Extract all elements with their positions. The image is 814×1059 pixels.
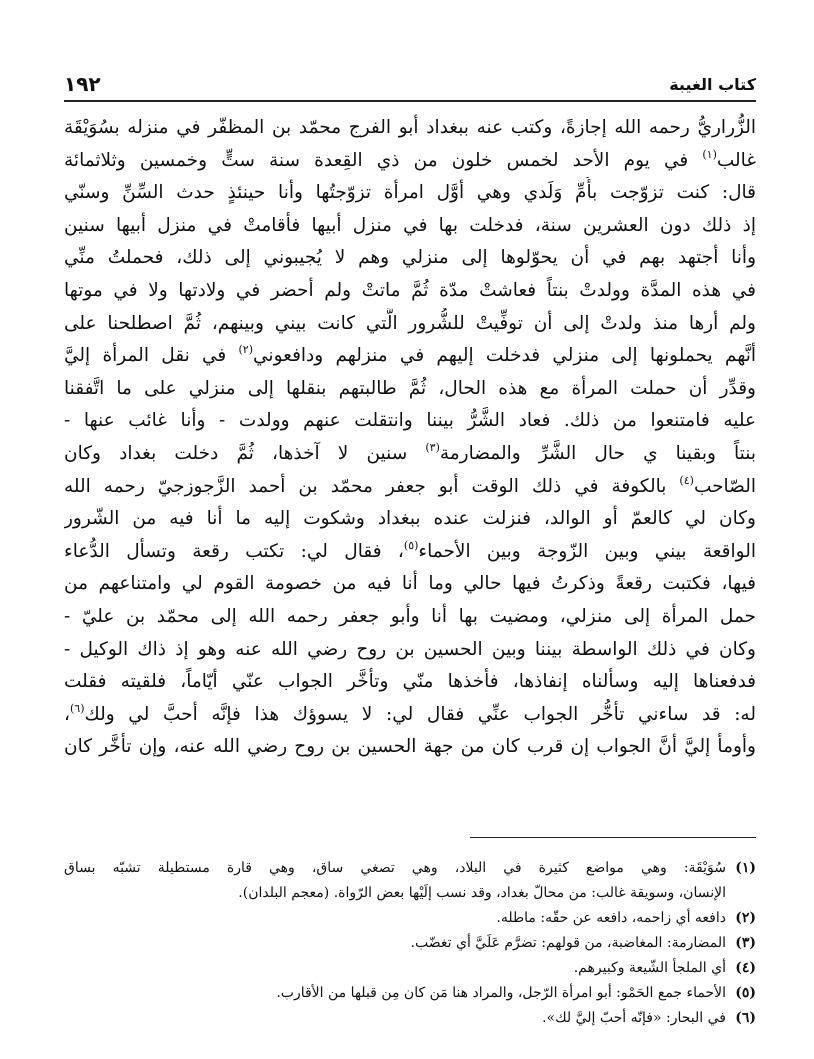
main-text [64, 112, 756, 764]
text-segment: وأنا أجتهد بهم في أن يحوّلوها إلى منزلي وهم لا يُجيبوني إلى ذلك، فحملتُ منِّي [64, 247, 756, 269]
text-segment: سنين لا آخذها، ثُمَّ دخلت بغداد وكان [64, 442, 426, 464]
footnote-marker: (١) [702, 147, 717, 161]
footnote-text: المضارمة: المغاضبة، من قولهم: تضرَّم عَلَيَّ أي تغضّب. [410, 935, 726, 951]
text-segment: أنَّهم يحملونها إلى منزلي فدخلت إليهم في منزلهم ودافعوني [253, 345, 756, 367]
running-title: كتاب الغيبة [669, 75, 756, 94]
text-segment: في نقل المرأة إليَّ [64, 345, 239, 367]
text-segment: بنتاً وبقينا ي حال الشَّرِّ والمضارمة [439, 442, 756, 464]
text-line [64, 275, 756, 308]
text-segment: الزُّراريُّ رحمه الله إجازةً، وكتب عنه ببغداد أبو الفرج محمّد بن المظفّر في منزله بسُوَيْقَة [64, 117, 756, 138]
footnote [64, 881, 756, 906]
page-number: ١٩٢ [64, 72, 101, 96]
text-line [64, 145, 756, 178]
text-line [64, 210, 756, 243]
footnote-text: أي الملجأ الشّيعة وكبيرهم. [573, 960, 726, 976]
text-line [64, 601, 756, 634]
text-line [64, 112, 756, 145]
text-line [64, 699, 756, 732]
text-line [64, 731, 756, 764]
text-line [64, 503, 756, 536]
text-segment: غالب [716, 149, 756, 171]
footnote [64, 1006, 756, 1031]
text-segment: وأومأ إليَّ أنَّ الجواب إن قرب كان من جهة الحسين بن روح رضي الله عنه، وإن تأخَّر كان [64, 736, 756, 758]
footnote-text: سُوَيْقَة: وهي مواضع كثيرة في البلاد، وهي تصغي ساق، وهي قارة مستطيلة تشبّه بساق [64, 860, 726, 876]
text-line [64, 568, 756, 601]
footnote-number: (٦) [735, 1010, 756, 1026]
text-segment: ، فقال لي: تكتب رقعة وتسأل الدُّعاء [64, 540, 404, 562]
footnotes [64, 856, 756, 1031]
text-line [64, 373, 756, 406]
footnote-marker: (٥) [403, 538, 419, 552]
footnote-marker: (٤) [679, 473, 694, 487]
footnote-marker: (٦) [69, 701, 85, 715]
text-line [64, 634, 756, 667]
footnote-text: دافعه أي زاحمه، دافعه عن حقّه: ماطله. [496, 910, 726, 926]
text-segment: بالكوفة في ذلك الوقت أبو جعفر محمّد بن أحمد الزَّجوزجيّ رحمه الله [64, 475, 680, 497]
footnote-number: (٥) [735, 985, 756, 1001]
text-segment: فيها، فكتبت رقعةً وذكرتُ فيها حالي وما أنا فيه من خصومة القوم لي وامتناعهم من [64, 573, 756, 595]
footnote-divider [470, 837, 756, 838]
text-line [64, 438, 756, 471]
page-header [64, 66, 756, 102]
text-line [64, 340, 756, 373]
text-line [64, 536, 756, 569]
text-segment: إذ ذلك دون العشرين سنة، فدخلت بها في منزل أبيها فأقامتْ في منزل أبيها سنين [64, 214, 756, 236]
text-segment: عليه فامتنعوا من ذلك. فعاد الشَّرُّ بيننا وانتقلت عنهم وولدت - وأنا غائب عنها - [64, 410, 756, 432]
text-segment: وكان لي كالعمّ أو الوالد، فنزلت عنده ببغداد وشكوت إليه ما أنا فيه من الشّرور [64, 508, 756, 530]
text-segment: حمل المرأة إلى منزلي، ومضيت بها أنا وأبو جعفر رحمه الله إلى محمّد بن عليّ - [64, 605, 756, 627]
footnote [64, 856, 756, 881]
footnote-number: (١) [735, 860, 756, 876]
footnote-number: (٣) [735, 935, 756, 951]
text-line [64, 308, 756, 341]
text-line [64, 471, 756, 504]
text-segment: فدفعناها إليه وسألناه إنفاذها، فأخذها منّي وتأخَّر الجواب عنّي أيّاماً، فلقيته فقلت [64, 671, 756, 693]
footnote-marker: (٢) [238, 343, 254, 357]
footnote-number: (٢) [735, 910, 756, 926]
footnote [64, 956, 756, 981]
text-segment: الواقعة بيني وبين الزّوجة وبين الأحماء [418, 540, 756, 562]
footnote [64, 981, 756, 1006]
text-line [64, 177, 756, 210]
footnote [64, 906, 756, 931]
text-segment: ، [64, 703, 70, 725]
text-segment: في يوم الأحد لخمس خلون من ذي القِعدة سنة ستٍّ وخمسين وثلاثمائة [64, 149, 703, 171]
text-line [64, 405, 756, 438]
text-segment: وقدِّر أن حملت المرأة مع هذه الحال، ثُمَّ طالبتهم بنقلها إلى منزلي على ما اتَّفقنا [64, 377, 756, 399]
footnote-text: الإنسان، وسويقة غالب: من محالّ بغداد، وقد نسب إلَيْها بعض الرّواة. (معجم البلدان). [238, 885, 726, 901]
text-line [64, 666, 756, 699]
footnote [64, 931, 756, 956]
text-segment: ولم أرها منذ ولدتْ إلى أن توفِّيتْ للشُّرور الَّتي كانت بيني وبينهم، ثُمَّ اصطلحنا على [64, 312, 756, 334]
footnote-number [726, 881, 756, 906]
footnote-text: الأحماء جمع الحَمْو: أبو امرأة الرّجل، والمراد هنا مَن كان مِن قبلها من الأقارب. [276, 985, 726, 1001]
text-line [64, 242, 756, 275]
text-segment: قال: كنت تزوّجت بأُمِّ وَلَدي وهي أوَّل امرأة تزوّجتُها وأنا حينئذٍ حدث السِّنِّ وسنّي [64, 182, 756, 204]
footnote-number: (٤) [735, 960, 756, 976]
text-segment: وكان في ذلك الواسطة بيننا وبين الحسين بن روح رضي الله عنه وهو إذ ذاك الوكيل - [64, 638, 756, 660]
text-segment: الصّاحب [693, 475, 756, 497]
footnote-marker: (٣) [425, 440, 440, 454]
footnote-text: في البحار: «فإنّه أحبّ إليَّ لك». [542, 1010, 726, 1026]
text-segment: في هذه المدَّة وولدتْ بنتاً فعاشتْ مدّة ثُمَّ ماتتْ ولم أحضر في ولادتها ولا في موتها [64, 279, 756, 301]
text-segment: له: قد ساءني تأخُّر الجواب عنِّي فقال لي: لا يسوؤك هذا فإنَّه أحبَّ لي ولك [84, 703, 756, 725]
